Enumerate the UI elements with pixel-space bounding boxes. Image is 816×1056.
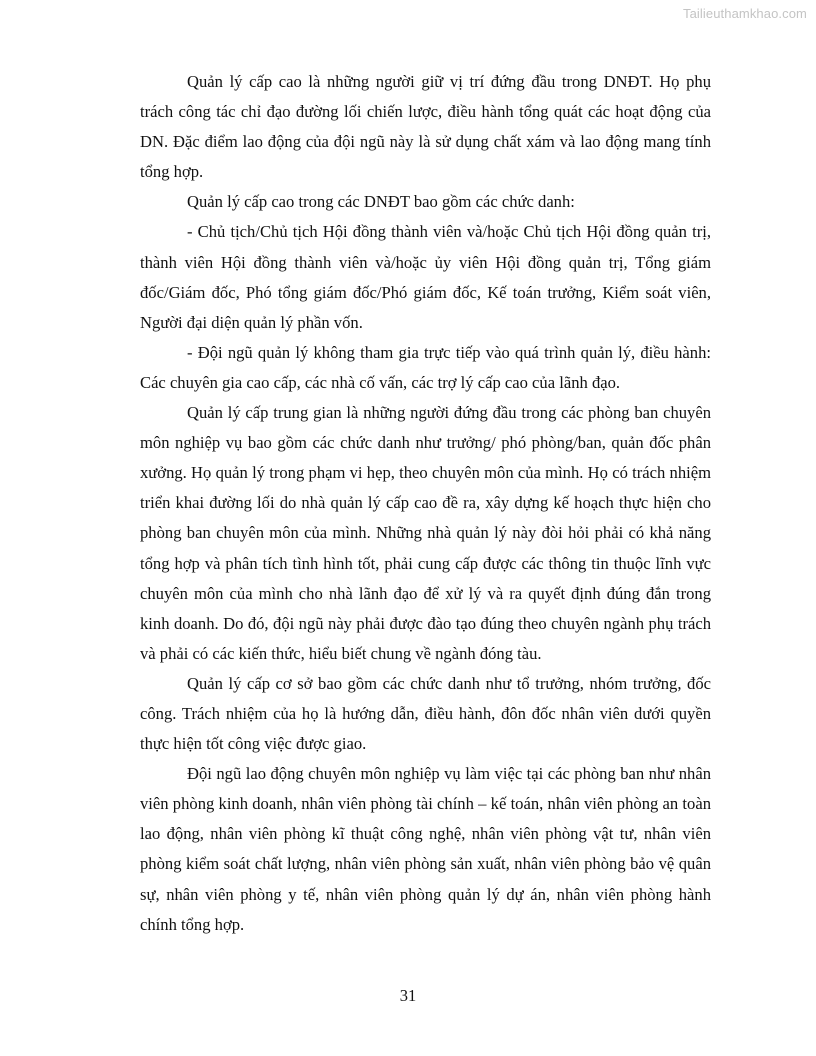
paragraph-board-members-list: - Chủ tịch/Chủ tịch Hội đồng thành viên và/hoặc Chủ tịch Hội đồng quản trị, thành viên Hội đồng thành viên và/hoặc ủy viên Hội đồng quản trị, Tổng giám đốc/Giám đốc, Phó tổng giám đốc/Phó giám đốc, Kế toán trưởng, Kiểm soát viên, Người đại diện quản lý phần vốn. bbox=[140, 222, 711, 332]
paragraph-middle-management: Quản lý cấp trung gian là những người đứng đầu trong các phòng ban chuyên môn nghiệp vụ bao gồm các chức danh như trưởng/ phó phòng/ban, quản đốc phân xưởng. Họ quản lý trong phạm vi hẹp, theo chuyên môn của mình. Họ có trách nhiệm triển khai đường lối do nhà quản lý cấp cao đề ra, xây dựng kế hoạch thực hiện cho phòng ban chuyên môn của mình. Những nhà quản lý này đòi hỏi phải có khả năng tổng hợp và phân tích tình hình tốt, phải cung cấp được các thông tin thuộc lĩnh vực chuyên môn của mình cho nhà lãnh đạo để xử lý và ra quyết định đúng đắn trong kinh doanh. Do đó, đội ngũ này phải được đào tạo đúng theo chuyên ngành phụ trách và phải có các kiến thức, hiểu biết chung về ngành đóng tàu. bbox=[140, 403, 711, 663]
watermark: Tailieuthamkhao.com bbox=[682, 6, 807, 21]
paragraph-advisors-list: - Đội ngũ quản lý không tham gia trực tiếp vào quá trình quản lý, điều hành: Các chuyên gia cao cấp, các nhà cố vấn, các trợ lý cấp cao của lãnh đạo. bbox=[140, 342, 711, 392]
paragraph-professional-staff: Đội ngũ lao động chuyên môn nghiệp vụ làm việc tại các phòng ban như nhân viên phòng kinh doanh, nhân viên phòng tài chính – kế toán, nhân viên phòng an toàn lao động, nhân viên phòng kĩ thuật công nghệ, nhân viên phòng vật tư, nhân viên phòng kiểm soát chất lượng, nhân viên phòng sản xuất, nhân viên phòng bảo vệ quân sự, nhân viên phòng y tế, nhân viên phòng quản lý dự án, nhân viên phòng hành chính tổng hợp. bbox=[140, 764, 711, 934]
page-number: 31 bbox=[399, 986, 417, 1005]
paragraph-top-management: Quản lý cấp cao là những người giữ vị trí đứng đầu trong DNĐT. Họ phụ trách công tác chỉ đạo đường lối chiến lược, điều hành tổng quát các hoạt động của DN. Đặc điểm lao động của đội ngũ này là sử dụng chất xám và lao động mang tính tổng hợp. bbox=[140, 72, 711, 182]
paragraph-top-management-titles-intro: Quản lý cấp cao trong các DNĐT bao gồm các chức danh: bbox=[187, 192, 575, 212]
document-body bbox=[140, 67, 711, 940]
paragraph-frontline-management: Quản lý cấp cơ sở bao gồm các chức danh như tổ trưởng, nhóm trưởng, đốc công. Trách nhiệm của họ là hướng dẫn, điều hành, đôn đốc nhân viên dưới quyền thực hiện tốt công việc được giao. bbox=[140, 673, 711, 754]
